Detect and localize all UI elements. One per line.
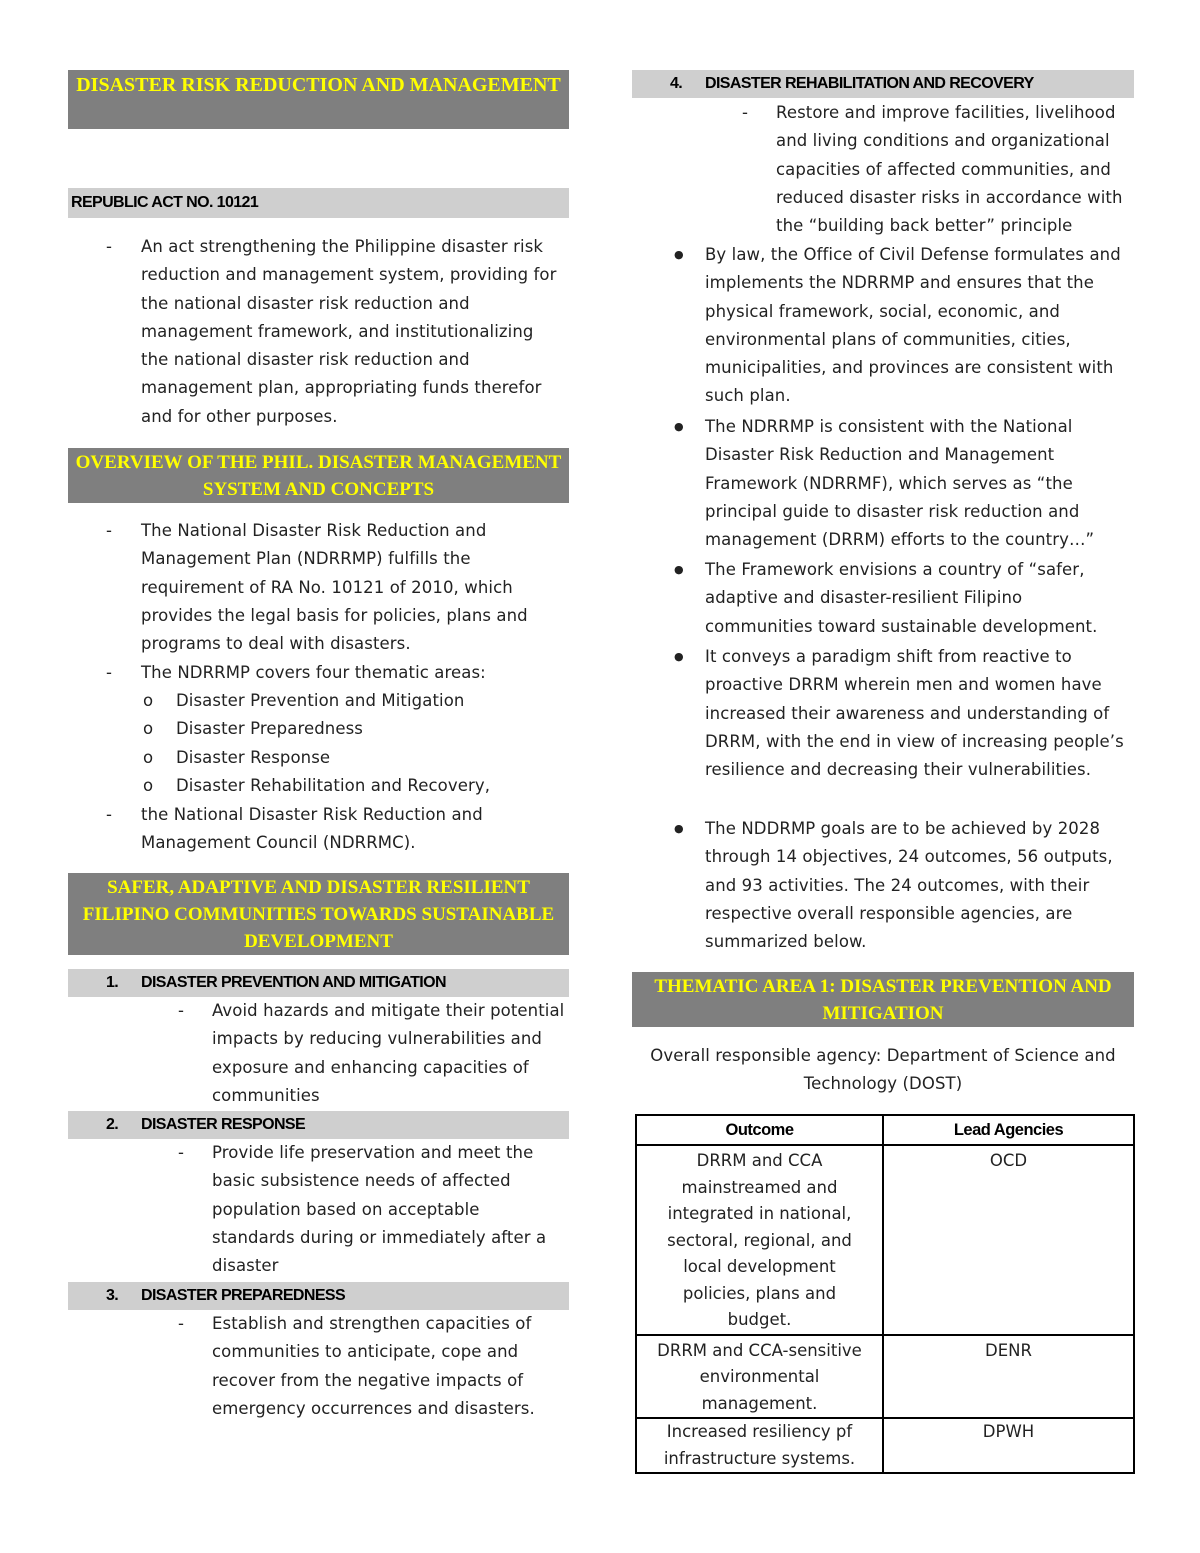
table-cell: DPWH [883,1418,1134,1473]
table-header-row [636,1115,1134,1145]
table-cell: DRRM and CCA-sensitive environmental management. [636,1335,883,1419]
table-row [636,1145,1134,1335]
table-cell: DENR [883,1335,1134,1419]
republic-act-heading: REPUBLIC ACT NO. 10121 [68,188,569,218]
table-row [636,1418,1134,1473]
overview-banner: OVERVIEW OF THE PHIL. DISASTER MANAGEMENT SYSTEM AND CONCEPTS [68,448,569,503]
bullet-icon: ● [674,563,684,576]
bullet-icon: ● [674,420,684,433]
republic-act-text: An act strengthening the Philippine disaster risk reduction and management system, providing for the national disaster risk reduction and management framework, and institutionalizing the national disaster risk reduction and management plan, appropriating funds therefor and for other purposes. [141,237,557,426]
section-heading: 3. DISASTER PREPAREDNESS [68,1282,569,1310]
column-header: Outcome [636,1115,883,1145]
thematic-area-banner: THEMATIC AREA 1: DISASTER PREVENTION AND MITIGATION [632,972,1134,1027]
bullet-icon: ● [674,248,684,261]
section-heading: 1. DISASTER PREVENTION AND MITIGATION [68,969,569,997]
section-heading: 2. DISASTER RESPONSE [68,1111,569,1139]
bullet-icon: ● [674,822,684,835]
table-cell: OCD [883,1145,1134,1335]
page-title: DISASTER RISK REDUCTION AND MANAGEMENT [68,70,569,129]
ndrrmc-text: the National Disaster Risk Reduction and Management Council (NDRRMC). [141,805,483,853]
table-row [636,1335,1134,1419]
bullet-icon: ● [674,650,684,663]
ndrrmp-text: The National Disaster Risk Reduction and Management Plan (NDRRMP) fulfills the requirement of RA No. 10121 of 2010, which provides the legal basis for policies, plans and programs to deal with disasters. [141,521,528,654]
table-cell: Increased resiliency pf infrastructure systems. [636,1418,883,1473]
section-heading: 4. DISASTER REHABILITATION AND RECOVERY [632,70,1134,98]
column-header: Lead Agencies [883,1115,1134,1145]
table-cell: DRRM and CCA mainstreamed and integrated in national, sectoral, regional, and local development policies, plans and budget. [636,1145,883,1335]
dash-marker: - [106,237,113,256]
safer-banner: SAFER, ADAPTIVE AND DISASTER RESILIENT FILIPINO COMMUNITIES TOWARDS SUSTAINABLE DEVELOPMENT [68,873,569,955]
thematic-areas-intro: The NDRRMP covers four thematic areas: [141,663,486,682]
outcomes-table [635,1114,1135,1474]
responsible-agency: Overall responsible agency: Department of Science and Technology (DOST) [650,1046,1116,1094]
